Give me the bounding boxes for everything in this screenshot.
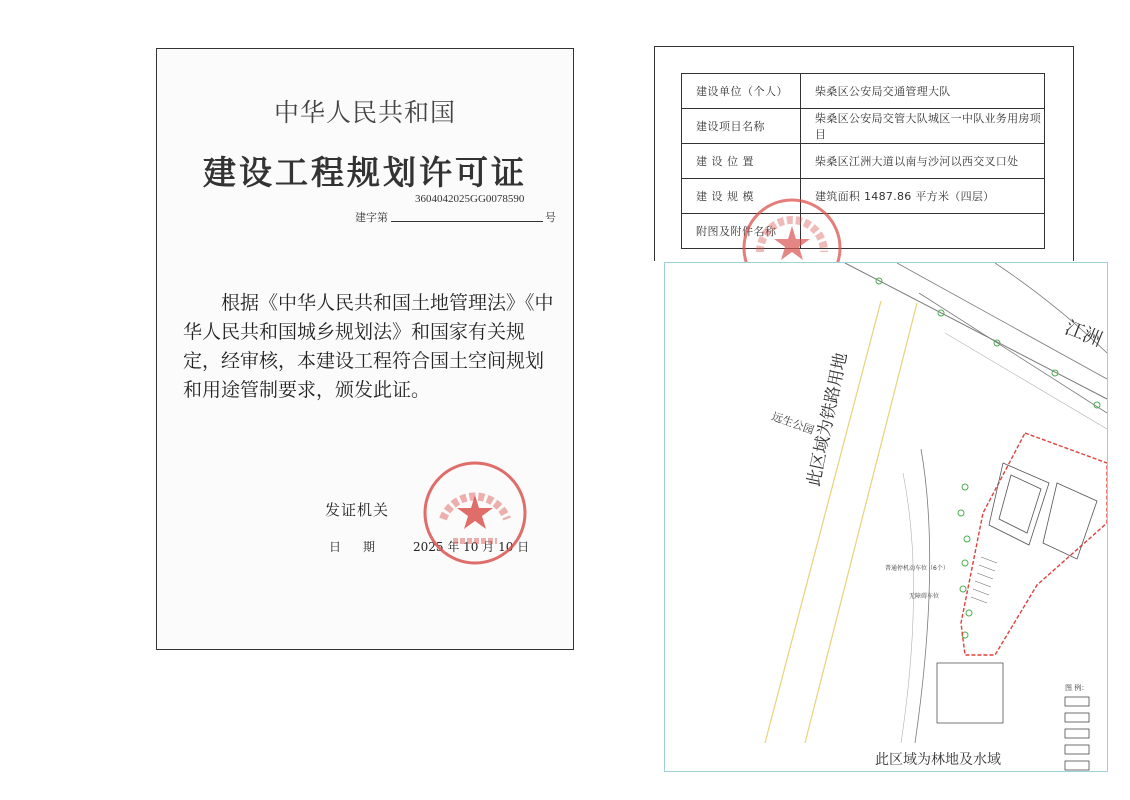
river-label: 江洲 <box>1061 316 1106 352</box>
permit-info-page <box>654 46 1074 261</box>
row-label: 建 设 位 置 <box>682 144 801 179</box>
certificate-date-value: 2025 年 10 月 10 日 <box>413 540 530 554</box>
row-value: 柴桑区江洲大道以南与沙河以西交叉口处 <box>801 144 1045 179</box>
certificate-number: 3604042025GG0078590 <box>415 193 525 205</box>
parking-label: 普通停机动车位（6个） <box>885 565 949 572</box>
row-value: 柴桑区公安局交管大队城区一中队业务用房项目 <box>801 109 1045 144</box>
legend-title: 图 例： <box>1065 684 1089 692</box>
planning-permit-certificate <box>156 48 574 650</box>
row-value: 建筑面积 1487.86 平方米（四层） <box>801 179 1045 214</box>
park-label: 远生公园 <box>769 409 816 438</box>
forest-area-label: 此区域为林地及水域 <box>875 752 1001 768</box>
row-value: 柴桑区公安局交通管理大队 <box>801 74 1045 109</box>
certificate-date-label: 日期 <box>329 540 398 554</box>
certificate-number-underline <box>391 221 543 222</box>
railway-area-label: 此区域为铁路用地 <box>803 351 852 489</box>
certificate-country: 中华人民共和国 <box>273 98 456 127</box>
table-row <box>682 74 1045 109</box>
permit-info-table <box>681 73 1045 249</box>
site-plan-drawing <box>665 263 1107 771</box>
table-row <box>682 144 1045 179</box>
accessible-parking-label: 无障碍车位 <box>909 593 940 600</box>
certificate-zi-label: 建字第 <box>355 211 388 224</box>
table-row <box>682 214 1045 249</box>
certificate-hao-label: 号 <box>545 211 556 224</box>
table-row <box>682 109 1045 144</box>
row-label: 建设单位（个人） <box>682 74 801 109</box>
site-plan-map <box>664 262 1108 772</box>
official-seal-stamp <box>421 459 529 567</box>
table-row <box>682 179 1045 214</box>
certificate-body-text: 根据《中华人民共和国土地管理法》《中华人民共和国城乡规划法》和国家有关规定，经审核，本建设工程符合国土空间规划和用途管制要求，颁发此证。 <box>183 292 554 401</box>
row-label: 附图及附件名称 <box>682 214 801 249</box>
certificate-issuer-label: 发证机关 <box>325 501 390 519</box>
row-label: 建设项目名称 <box>682 109 801 144</box>
certificate-title: 建设工程规划许可证 <box>203 153 527 192</box>
row-label: 建 设 规 模 <box>682 179 801 214</box>
